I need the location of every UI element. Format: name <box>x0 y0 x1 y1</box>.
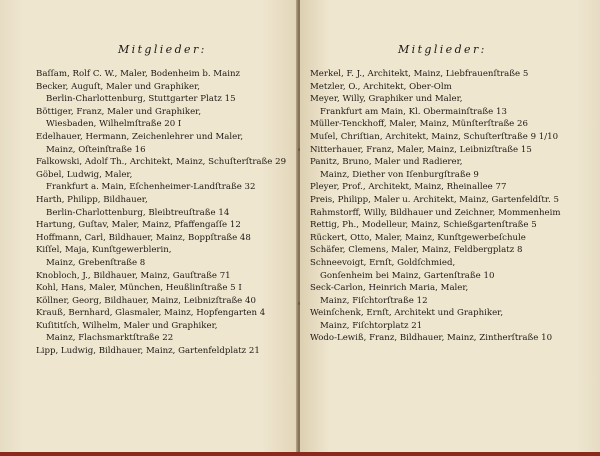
member-entry-line: Baſſam, Rolf C. W., Maler, Bodenheim b. Mainz <box>36 69 241 79</box>
member-entry-line: Schneevoigt, Ernſt, Goldſchmied, <box>310 257 456 268</box>
member-entry <box>310 232 596 245</box>
left-member-list <box>36 68 292 358</box>
member-entry <box>36 307 292 320</box>
member-entry-line: Becker, Auguſt, Maler und Graphiker, <box>36 81 200 92</box>
member-entry-line: Meyer, Willy, Graphiker und Maler, <box>310 94 463 105</box>
member-entry-line: Knobloch, J., Bildhauer, Mainz, Gauſtraße 71 <box>36 270 231 281</box>
member-entry <box>310 307 596 332</box>
member-entry-continuation: Frankfurt a. Main, Eſchenheimer-Landſtraße 32 <box>46 182 256 193</box>
member-entry-line: Lipp, Ludwig, Bildhauer, Mainz, Gartenfeldplatz 21 <box>36 346 260 357</box>
member-entry <box>310 181 596 194</box>
member-entry-line: Köllner, Georg, Bildhauer, Mainz, Leibnizſtraße 40 <box>36 295 256 306</box>
member-entry-continuation: Mainz, Flachsmarktſtraße 22 <box>46 333 174 344</box>
member-entry-line: Kiſſel, Maja, Kunſtgewerblerin, <box>36 245 172 256</box>
member-entry <box>310 219 596 232</box>
member-entry-line: Preis, Philipp, Maler u. Architekt, Mainz, Gartenfeldſtr. 5 <box>310 194 559 205</box>
member-entry-line: Hoffmann, Carl, Bildhauer, Mainz, Boppſtraße 48 <box>36 232 251 243</box>
member-entry-line: Rettig, Ph., Modelleur, Mainz, Schießgartenſtraße 5 <box>310 220 537 231</box>
member-entry-continuation: Berlin-Charlottenburg, Stuttgarter Platz 15 <box>46 94 236 105</box>
member-entry <box>310 118 596 131</box>
member-entry-line: Kuſititſch, Wilhelm, Maler und Graphiker, <box>36 320 218 331</box>
left-page <box>0 0 298 452</box>
member-entry <box>310 244 596 257</box>
member-entry <box>36 106 292 131</box>
right-page-heading: Mitglieder: <box>398 43 487 56</box>
member-entry-line: Rückert, Otto, Maler, Mainz, Kunſtgewerbeſchule <box>310 232 526 243</box>
member-entry-line: Göbel, Ludwig, Maler, <box>36 169 133 180</box>
member-entry-continuation: Berlin-Charlottenburg, Bleibtreuſtraße 14 <box>46 207 230 218</box>
member-entry-continuation: Frankfurt am Main, Kl. Obermainſtraße 13 <box>320 106 507 117</box>
member-entry-line: Seck-Carlon, Heinrich Maria, Maler, <box>310 283 469 294</box>
member-entry <box>36 68 292 81</box>
member-entry <box>36 194 292 219</box>
member-entry-line: Krauß, Bernhard, Glasmaler, Mainz, Hopfengarten 4 <box>36 308 266 319</box>
member-entry <box>36 169 292 194</box>
member-entry-line: Rahmstorff, Willy, Bildhauer und Zeichner, Mommenheim <box>310 207 561 218</box>
member-entry <box>310 332 596 345</box>
member-entry-line: Weinſchenk, Ernſt, Architekt und Graphiker, <box>310 308 504 319</box>
member-entry <box>36 232 292 245</box>
member-entry <box>36 81 292 106</box>
member-entry-line: Panitz, Bruno, Maler und Radierer, <box>310 157 463 168</box>
member-entry-line: Muſel, Chriſtian, Architekt, Mainz, Schuſterſtraße 9 1/10 <box>310 131 559 142</box>
member-entry <box>310 81 596 94</box>
member-entry-continuation: Mainz, Diether von Iſenburgſtraße 9 <box>320 169 479 180</box>
member-entry-line: Pleyer, Prof., Architekt, Mainz, Rheinallee 77 <box>310 182 507 193</box>
right-member-list <box>310 68 596 345</box>
member-entry <box>36 295 292 308</box>
member-entry-line: Edelhauer, Hermann, Zeichenlehrer und Maler, <box>36 131 244 142</box>
member-entry-continuation: Mainz, Grebenſtraße 8 <box>46 257 146 268</box>
member-entry-continuation: Mainz, Fiſchtorſtraße 12 <box>320 295 428 306</box>
member-entry-line: Nitterhauer, Franz, Maler, Mainz, Leibnizſtraße 15 <box>310 144 532 155</box>
member-entry <box>310 257 596 282</box>
member-entry <box>36 219 292 232</box>
member-entry <box>36 320 292 345</box>
member-entry <box>36 131 292 156</box>
member-entry-line: Schäfer, Clemens, Maler, Mainz, Feldbergplatz 8 <box>310 245 523 256</box>
member-entry-line: Müller-Tenckhoff, Maler, Mainz, Münſterſtraße 26 <box>310 119 528 130</box>
member-entry-line: Böttiger, Franz, Maler und Graphiker, <box>36 106 202 117</box>
member-entry-continuation: Wiesbaden, Wilhelmſtraße 20 I <box>46 119 182 130</box>
member-entry <box>36 156 292 169</box>
member-entry <box>310 194 596 207</box>
member-entry-line: Harth, Philipp, Bildhauer, <box>36 194 148 205</box>
right-page <box>300 0 600 452</box>
member-entry-continuation: Gonſenheim bei Mainz, Gartenſtraße 10 <box>320 270 495 281</box>
member-entry <box>36 244 292 269</box>
member-entry <box>310 207 596 220</box>
left-page-heading: Mitglieder: <box>118 43 207 56</box>
book-cover-edge <box>0 452 600 456</box>
member-entry-line: Hartung, Guſtav, Maler, Mainz, Pfaffengaſſe 12 <box>36 220 241 231</box>
member-entry <box>310 68 596 81</box>
member-entry <box>36 282 292 295</box>
member-entry <box>36 345 292 358</box>
member-entry-line: Kohl, Hans, Maler, München, Heußlinſtraße 5 I <box>36 283 242 294</box>
member-entry <box>310 131 596 144</box>
member-entry-line: Merkel, F. J., Architekt, Mainz, Liebfrauenſtraße 5 <box>310 69 529 79</box>
member-entry-line: Falkowski, Adolf Th., Architekt, Mainz, Schuſterſtraße 29 <box>36 157 287 168</box>
member-entry <box>310 93 596 118</box>
member-entry <box>310 156 596 181</box>
member-entry <box>36 270 292 283</box>
member-entry-line: Wodo-Lewiß, Franz, Bildhauer, Mainz, Zintherſtraße 10 <box>310 333 553 344</box>
member-entry <box>310 282 596 307</box>
member-entry-continuation: Mainz, Fiſchtorplatz 21 <box>320 320 423 331</box>
member-entry <box>310 144 596 157</box>
member-entry-line: Metzler, O., Architekt, Ober-Olm <box>310 81 452 92</box>
member-entry-continuation: Mainz, Oſteinſtraße 16 <box>46 144 146 155</box>
